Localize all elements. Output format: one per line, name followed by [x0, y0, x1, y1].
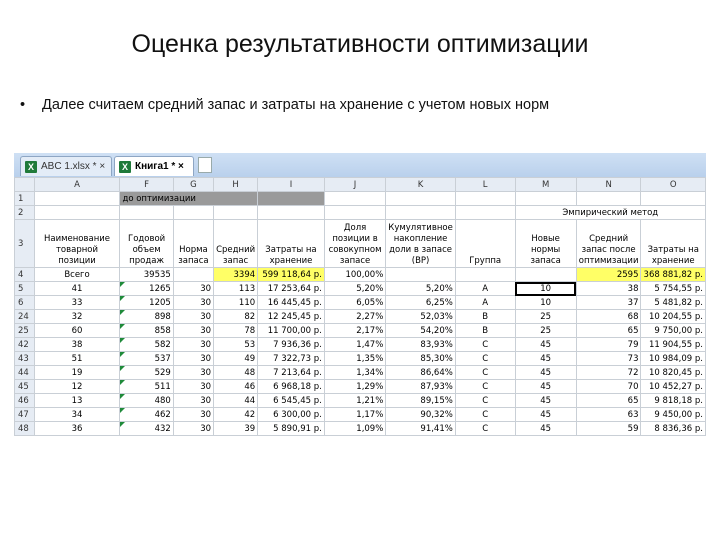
cell-i[interactable]: 6 545,45 р.	[258, 394, 325, 408]
cell-k[interactable]: 91,41%	[386, 422, 456, 436]
table-row	[15, 310, 706, 324]
cell-g[interactable]: 30	[173, 408, 213, 422]
cell-a[interactable]: 13	[34, 394, 120, 408]
column-header-h[interactable]: H	[214, 178, 258, 192]
row-number[interactable]: 24	[15, 310, 35, 324]
cell-a[interactable]: 12	[34, 380, 120, 394]
cell-o[interactable]: 368 881,82 р.	[641, 268, 706, 282]
cell-k[interactable]: 90,32%	[386, 408, 456, 422]
cell-j[interactable]: 1,17%	[324, 408, 385, 422]
cell-k[interactable]: 86,64%	[386, 366, 456, 380]
header-n[interactable]: Средний запас после оптимизации	[576, 220, 641, 268]
new-workbook-icon[interactable]	[198, 157, 212, 173]
cell-g[interactable]: 30	[173, 324, 213, 338]
cell-g[interactable]: 30	[173, 422, 213, 436]
cell-o[interactable]: 10 452,27 р.	[641, 380, 706, 394]
table-row	[15, 408, 706, 422]
cell-f[interactable]: 480	[120, 394, 173, 408]
cell-k[interactable]: 83,93%	[386, 338, 456, 352]
close-icon[interactable]: ×	[99, 161, 106, 172]
header-g[interactable]: Норма запаса	[173, 220, 213, 268]
cell-l[interactable]: B	[455, 310, 515, 324]
cell-f[interactable]: 858	[120, 324, 173, 338]
before-optimization-label: до оптимизации	[120, 192, 258, 206]
cell-o[interactable]: 9 450,00 р.	[641, 408, 706, 422]
table-row	[15, 366, 706, 380]
cell-o[interactable]: 9 750,00 р.	[641, 324, 706, 338]
cell-i[interactable]: 12 245,45 р.	[258, 310, 325, 324]
cell-f[interactable]: 39535	[120, 268, 173, 282]
cell-k[interactable]: 52,03%	[386, 310, 456, 324]
column-header-n[interactable]: N	[576, 178, 641, 192]
column-header-l[interactable]: L	[455, 178, 515, 192]
header-h[interactable]: Средний запас	[214, 220, 258, 268]
cell-j[interactable]: 2,27%	[324, 310, 385, 324]
cell-m[interactable]: 45	[515, 338, 576, 352]
cell-m[interactable]: 45	[515, 366, 576, 380]
cell-l[interactable]	[455, 268, 515, 282]
row-number[interactable]: 44	[15, 366, 35, 380]
row-number[interactable]: 42	[15, 338, 35, 352]
table-row	[15, 352, 706, 366]
row-number[interactable]: 6	[15, 296, 35, 310]
row-number[interactable]: 5	[15, 282, 35, 296]
cell-m[interactable]: 45	[515, 422, 576, 436]
cell-j[interactable]: 100,00%	[324, 268, 385, 282]
cell-l[interactable]: C	[455, 408, 515, 422]
cell-f[interactable]: 432	[120, 422, 173, 436]
tab-kniga1[interactable]	[114, 156, 194, 176]
cell-m[interactable]: 45	[515, 352, 576, 366]
cell-j[interactable]: 6,05%	[324, 296, 385, 310]
table-row	[15, 296, 706, 310]
column-header-row	[15, 178, 706, 192]
cell-i[interactable]: 5 890,91 р.	[258, 422, 325, 436]
close-icon[interactable]: ×	[178, 161, 184, 172]
cell-h[interactable]: 82	[214, 310, 258, 324]
cell-g[interactable]: 30	[173, 366, 213, 380]
cell-a[interactable]: Всего	[34, 268, 120, 282]
cell-g[interactable]: 30	[173, 394, 213, 408]
cell-k[interactable]: 6,25%	[386, 296, 456, 310]
cell-a[interactable]: 51	[34, 352, 120, 366]
row-number[interactable]: 3	[15, 220, 35, 268]
cell-g[interactable]: 30	[173, 380, 213, 394]
workbook-tab-bar	[14, 153, 706, 178]
cell-i[interactable]: 599 118,64 р.	[258, 268, 325, 282]
row-number[interactable]: 2	[15, 206, 35, 220]
cell-h[interactable]: 46	[214, 380, 258, 394]
cell-j[interactable]: 1,34%	[324, 366, 385, 380]
cell-m[interactable]: 25	[515, 310, 576, 324]
cell-n[interactable]: 72	[576, 366, 641, 380]
column-header-g[interactable]: G	[173, 178, 213, 192]
cell-o[interactable]: 9 818,18 р.	[641, 394, 706, 408]
cell-m[interactable]: 45	[515, 408, 576, 422]
cell-f[interactable]: 529	[120, 366, 173, 380]
cell-o[interactable]: 5 754,55 р.	[641, 282, 706, 296]
cell-m[interactable]: 45	[515, 380, 576, 394]
cell-i[interactable]: 11 700,00 р.	[258, 324, 325, 338]
excel-file-icon: X	[25, 161, 37, 173]
row-number[interactable]: 45	[15, 380, 35, 394]
cell-j[interactable]: 2,17%	[324, 324, 385, 338]
cell-l[interactable]: C	[455, 338, 515, 352]
empirical-method-label: Эмпирический метод	[515, 206, 705, 220]
cell-f[interactable]: 582	[120, 338, 173, 352]
cell-o[interactable]: 10 820,45 р.	[641, 366, 706, 380]
header-i[interactable]: Затраты на хранение	[258, 220, 325, 268]
table-row	[15, 282, 706, 296]
cell-k[interactable]: 54,20%	[386, 324, 456, 338]
cell-g[interactable]: 30	[173, 310, 213, 324]
cell-h[interactable]: 113	[214, 282, 258, 296]
cell-h[interactable]: 78	[214, 324, 258, 338]
cell-o[interactable]: 5 481,82 р.	[641, 296, 706, 310]
cell-l[interactable]: A	[455, 296, 515, 310]
cell-f[interactable]: 898	[120, 310, 173, 324]
cell-m[interactable]	[515, 268, 576, 282]
cell-n[interactable]: 63	[576, 408, 641, 422]
cell-n[interactable]: 59	[576, 422, 641, 436]
header-k[interactable]: Кумулятивное накопление доли в запасе (ВР)	[386, 220, 456, 268]
bullet-point	[20, 97, 549, 113]
excel-file-icon: X	[119, 161, 131, 173]
cell-j[interactable]: 1,29%	[324, 380, 385, 394]
cell-j[interactable]: 1,09%	[324, 422, 385, 436]
select-all-corner[interactable]	[15, 178, 35, 192]
cell-l[interactable]: C	[455, 366, 515, 380]
cell-a[interactable]: 32	[34, 310, 120, 324]
cell-f[interactable]: 537	[120, 352, 173, 366]
bullet-dot: •	[20, 97, 26, 113]
cell-h[interactable]: 42	[214, 408, 258, 422]
row-number[interactable]: 47	[15, 408, 35, 422]
cell-i[interactable]: 17 253,64 р.	[258, 282, 325, 296]
row-number[interactable]: 48	[15, 422, 35, 436]
cell-n[interactable]: 70	[576, 380, 641, 394]
cell-o[interactable]: 10 204,55 р.	[641, 310, 706, 324]
cell-i[interactable]: 7 936,36 р.	[258, 338, 325, 352]
cell-n[interactable]: 79	[576, 338, 641, 352]
cell-o[interactable]: 11 904,55 р.	[641, 338, 706, 352]
bullet-text: Далее считаем средний запас и затраты на хранение с учетом новых норм	[42, 97, 550, 113]
cell-f[interactable]: 1265	[120, 282, 173, 296]
column-header-j[interactable]: J	[324, 178, 385, 192]
header-m[interactable]: Новые нормы запаса	[515, 220, 576, 268]
cell-m[interactable]: 10	[515, 296, 576, 310]
cell-n[interactable]: 2595	[576, 268, 641, 282]
cell-j[interactable]: 5,20%	[324, 282, 385, 296]
cell-f[interactable]: 462	[120, 408, 173, 422]
cell-m[interactable]: 10	[515, 282, 576, 296]
cell-a[interactable]: 60	[34, 324, 120, 338]
tab-abc-workbook[interactable]	[20, 156, 112, 176]
cell-a[interactable]: 36	[34, 422, 120, 436]
cell-h[interactable]: 3394	[214, 268, 258, 282]
row-number[interactable]: 46	[15, 394, 35, 408]
row-number[interactable]: 43	[15, 352, 35, 366]
cell-k[interactable]	[386, 268, 456, 282]
cell-l[interactable]: B	[455, 324, 515, 338]
header-o[interactable]: Затраты на хранение	[641, 220, 706, 268]
cell-l[interactable]: C	[455, 380, 515, 394]
cell-g[interactable]: 30	[173, 296, 213, 310]
table-row	[15, 338, 706, 352]
cell-g[interactable]: 30	[173, 282, 213, 296]
cell-a[interactable]: 19	[34, 366, 120, 380]
column-header-a[interactable]: A	[34, 178, 120, 192]
row-number[interactable]: 4	[15, 268, 35, 282]
cell-n[interactable]: 38	[576, 282, 641, 296]
cell-h[interactable]: 44	[214, 394, 258, 408]
total-row	[15, 268, 706, 282]
table-row	[15, 422, 706, 436]
cell-n[interactable]: 65	[576, 394, 641, 408]
table-row	[15, 324, 706, 338]
cell-k[interactable]: 5,20%	[386, 282, 456, 296]
tab-label: ABC 1.xlsx *	[41, 161, 97, 172]
column-header-o[interactable]: O	[641, 178, 706, 192]
cell-i[interactable]: 7 322,73 р.	[258, 352, 325, 366]
spreadsheet-screenshot	[14, 153, 706, 453]
cell-k[interactable]: 89,15%	[386, 394, 456, 408]
cell-h[interactable]: 49	[214, 352, 258, 366]
cell-n[interactable]: 73	[576, 352, 641, 366]
header-j[interactable]: Доля позиции в совокупном запасе	[324, 220, 385, 268]
column-header-m[interactable]: M	[515, 178, 576, 192]
cell-g[interactable]: 30	[173, 352, 213, 366]
worksheet-grid	[14, 177, 706, 436]
cell-i[interactable]: 6 968,18 р.	[258, 380, 325, 394]
cell-l[interactable]: A	[455, 282, 515, 296]
cell-i[interactable]: 7 213,64 р.	[258, 366, 325, 380]
header-f[interactable]: Годовой объем продаж	[120, 220, 173, 268]
header-row	[15, 220, 706, 268]
cell-m[interactable]: 25	[515, 324, 576, 338]
cell-h[interactable]: 53	[214, 338, 258, 352]
column-header-f[interactable]: F	[120, 178, 173, 192]
cell-l[interactable]: C	[455, 394, 515, 408]
cell-a[interactable]: 41	[34, 282, 120, 296]
cell-i[interactable]: 16 445,45 р.	[258, 296, 325, 310]
sheet-row-1	[15, 192, 706, 206]
cell-a[interactable]: 34	[34, 408, 120, 422]
tab-label: Книга1 *	[135, 161, 176, 172]
cell-n[interactable]: 65	[576, 324, 641, 338]
cell-k[interactable]: 85,30%	[386, 352, 456, 366]
cell-k[interactable]: 87,93%	[386, 380, 456, 394]
header-l[interactable]: Группа	[455, 220, 515, 268]
cell-f[interactable]: 511	[120, 380, 173, 394]
cell-h[interactable]: 48	[214, 366, 258, 380]
cell-j[interactable]: 1,47%	[324, 338, 385, 352]
cell-j[interactable]: 1,21%	[324, 394, 385, 408]
cell-a[interactable]: 38	[34, 338, 120, 352]
cell-h[interactable]: 39	[214, 422, 258, 436]
header-a[interactable]: Наименование товарной позиции	[34, 220, 120, 268]
row-number[interactable]: 1	[15, 192, 35, 206]
cell-l[interactable]: C	[455, 352, 515, 366]
sheet-row-2	[15, 206, 706, 220]
column-header-i[interactable]: I	[258, 178, 325, 192]
cell-i[interactable]: 6 300,00 р.	[258, 408, 325, 422]
column-header-k[interactable]: K	[386, 178, 456, 192]
cell-n[interactable]: 37	[576, 296, 641, 310]
table-row	[15, 394, 706, 408]
cell-g[interactable]: 30	[173, 338, 213, 352]
table-row	[15, 380, 706, 394]
cell-h[interactable]: 110	[214, 296, 258, 310]
cell-g[interactable]	[173, 268, 213, 282]
cell-o[interactable]: 8 836,36 р.	[641, 422, 706, 436]
cell-f[interactable]: 1205	[120, 296, 173, 310]
cell-a[interactable]: 33	[34, 296, 120, 310]
cell-m[interactable]: 45	[515, 394, 576, 408]
row-number[interactable]: 25	[15, 324, 35, 338]
cell-o[interactable]: 10 984,09 р.	[641, 352, 706, 366]
slide-title: Оценка результативности оптимизации	[131, 30, 589, 58]
cell-n[interactable]: 68	[576, 310, 641, 324]
cell-l[interactable]: C	[455, 422, 515, 436]
cell-j[interactable]: 1,35%	[324, 352, 385, 366]
